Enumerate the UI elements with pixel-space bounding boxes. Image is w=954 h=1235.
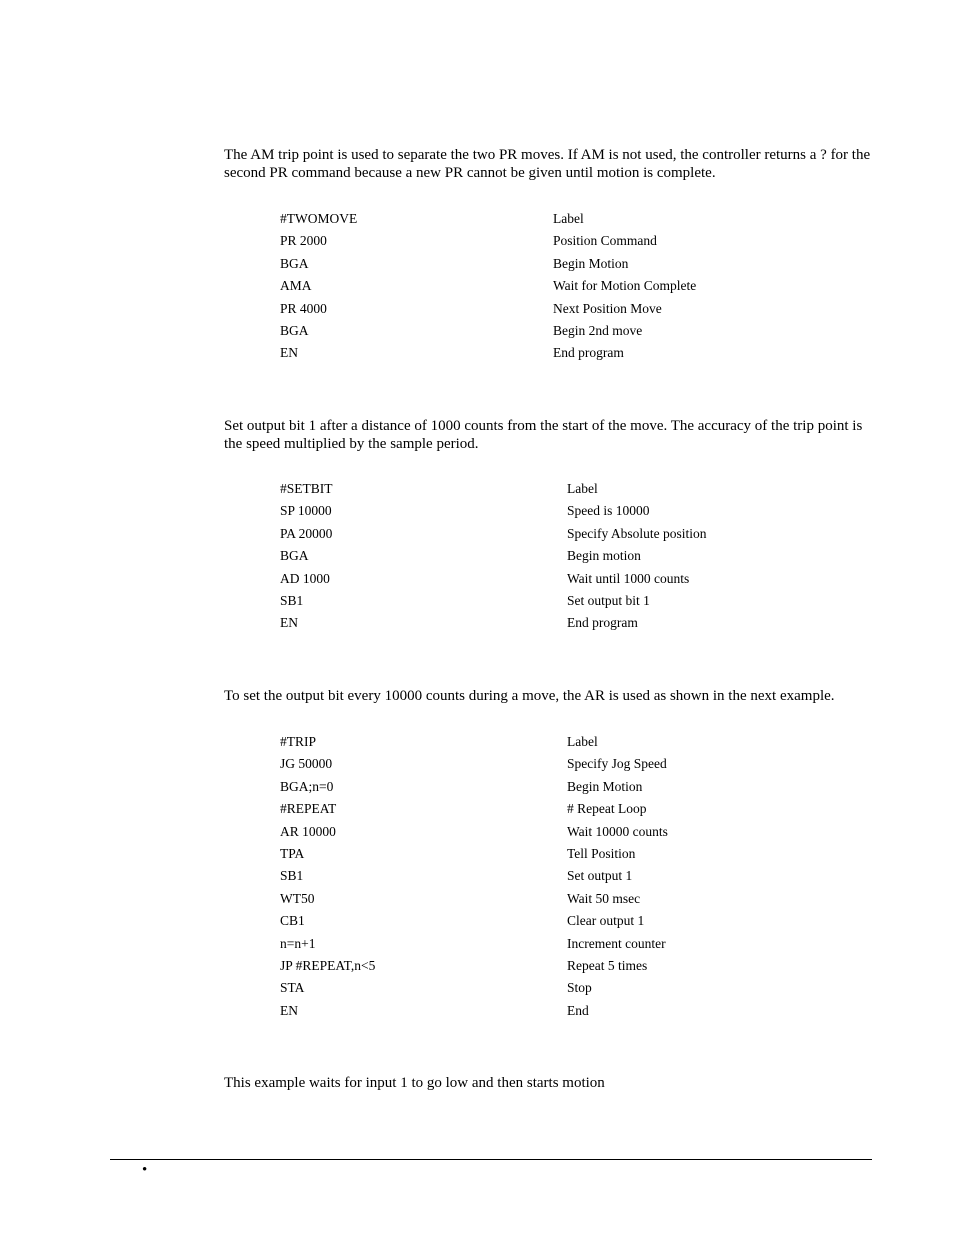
description-text: Label bbox=[567, 481, 598, 496]
command-text: TPA bbox=[280, 845, 305, 861]
command-text: SB1 bbox=[280, 592, 304, 608]
command-text: n=n+1 bbox=[280, 935, 316, 951]
description-text: Specify Jog Speed bbox=[567, 756, 667, 772]
footer-bullet: • bbox=[142, 1162, 148, 1178]
command-text: EN bbox=[280, 1002, 298, 1018]
command-text: #TRIP bbox=[280, 734, 317, 749]
description-text: Begin motion bbox=[567, 548, 641, 564]
description-text: Wait for Motion Complete bbox=[553, 278, 697, 294]
command-text: STA bbox=[280, 980, 305, 996]
command-text: AMA bbox=[280, 278, 312, 294]
command-text: #REPEAT bbox=[280, 801, 337, 817]
description-text: Clear output 1 bbox=[567, 913, 645, 929]
command-text: JP #REPEAT,n<5 bbox=[280, 957, 376, 973]
description-text: Tell Position bbox=[567, 845, 636, 861]
description-text: Label bbox=[553, 211, 584, 226]
command-text: #SETBIT bbox=[280, 481, 333, 496]
description-text: Begin 2nd move bbox=[553, 322, 643, 338]
description-text: Set output 1 bbox=[567, 868, 633, 884]
command-text: JG 50000 bbox=[280, 756, 333, 772]
description-text: Stop bbox=[567, 980, 592, 996]
description-text: End bbox=[567, 1002, 589, 1018]
paragraph-am-trip-point: The AM trip point is used to separate the two PR moves. If AM is not used, the controller returns a ? for the second PR command because a new PR cannot be given until motion is complete. bbox=[224, 147, 871, 181]
description-text: Position Command bbox=[553, 233, 657, 249]
command-text: WT50 bbox=[280, 890, 315, 906]
command-text: EN bbox=[280, 615, 298, 631]
description-text: Set output bit 1 bbox=[567, 592, 650, 608]
description-text: End program bbox=[567, 615, 638, 631]
description-text: Wait until 1000 counts bbox=[567, 570, 690, 586]
command-text: CB1 bbox=[280, 913, 305, 929]
description-text: Begin Motion bbox=[567, 778, 643, 794]
description-text: Label bbox=[567, 734, 598, 749]
command-text: BGA bbox=[280, 548, 309, 564]
command-text: BGA bbox=[280, 255, 309, 271]
command-text: BGA;n=0 bbox=[280, 778, 334, 794]
description-text: Wait 50 msec bbox=[567, 890, 641, 906]
command-text: SP 10000 bbox=[280, 503, 332, 519]
command-text: PA 20000 bbox=[280, 525, 333, 541]
description-text: End program bbox=[553, 345, 624, 361]
command-text: AD 1000 bbox=[280, 570, 330, 586]
description-text: Speed is 10000 bbox=[567, 503, 650, 519]
description-text: Wait 10000 counts bbox=[567, 823, 668, 839]
description-text: # Repeat Loop bbox=[567, 801, 647, 817]
command-text: SB1 bbox=[280, 868, 304, 884]
paragraph-ar-example: To set the output bit every 10000 counts during a move, the AR is used as shown in the next example. bbox=[224, 688, 835, 704]
paragraph-set-output-bit: Set output bit 1 after a distance of 1000 counts from the start of the move. The accuracy of the trip point is the speed multiplied by the sample period. bbox=[224, 418, 863, 452]
description-text: Specify Absolute position bbox=[567, 525, 707, 541]
command-text: #TWOMOVE bbox=[280, 211, 358, 226]
command-text: EN bbox=[280, 345, 298, 361]
paragraph-input-wait: This example waits for input 1 to go low and then starts motion bbox=[224, 1075, 605, 1091]
command-text: PR 4000 bbox=[280, 300, 327, 316]
description-text: Increment counter bbox=[567, 935, 666, 951]
command-text: BGA bbox=[280, 322, 309, 338]
description-text: Begin Motion bbox=[553, 255, 629, 271]
command-text: AR 10000 bbox=[280, 823, 336, 839]
command-text: PR 2000 bbox=[280, 233, 327, 249]
description-text: Repeat 5 times bbox=[567, 957, 648, 973]
footer-divider bbox=[110, 1159, 872, 1160]
description-text: Next Position Move bbox=[553, 300, 662, 316]
